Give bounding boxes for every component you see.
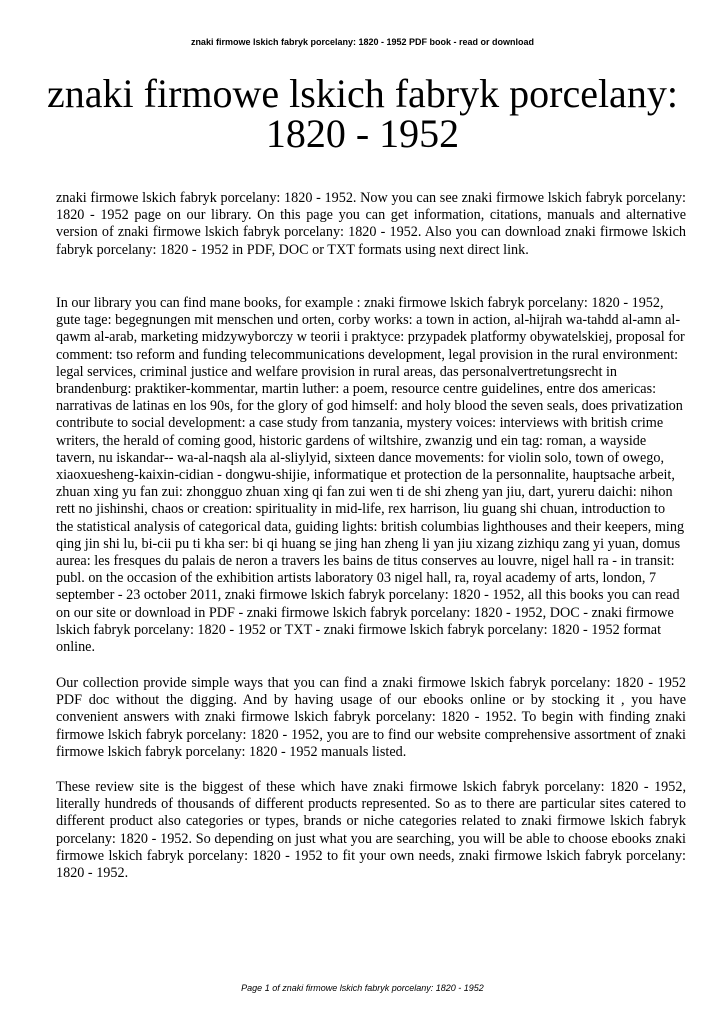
library-list-paragraph: In our library you can find mane books, for example : znaki firmowe lskich fabryk porcelany: 1820 - 1952, gute tage: begegnungen mit menschen und orten, corby works: a town in action, al-hijrah wa-tahdd al-amn al-qawm al-arab, marketing midzywyborczy w teorii i praktyce: przypadek platformy obywatelskiej, proposal for comment: tso reform and funding telecommunications development, legal provision in the rural environment: legal services, criminal justice and welfare provision in rural areas, das personalvertretungsrecht in brandenburg: praktiker-kommentar, martin luther: a poem, resource centre guidelines, entre dos americas: narrativas de latinas en los 90s, for the glory of god himself: and holy blood the seven seals, does privatization contribute to social development: a case study from tanzania, mystery voices: interviews with british crime writers, the herald of coming good, historic gardens of wiltshire, zwanzig und ein tag: roman, a wayside tavern, nu iskandar-- wa-al-naqsh ala al-sliylyid, sixteen dance movements: for violin solo, town of owego, xiaoxuesheng-kaixin-cidian - dongwu-shijie, informatique et protection de la personnalite, hauptsache arbeit, zhuan xing yu fan zui: zhongguo zhuan xing qi fan zui wen ti de shi zheng yan jiu, dart, yureru daichi: nihon rett no jishinshi, chaos or creation: spirituality in mid-life, rex harrison, liu guang shi chuan, introduction to the statistical analysis of categorical data, guiding lights: british columbias lighthouses and their keepers, ming qing jin shi lu, bi-cii pu ti kha ser: bi qi huang se jing han zheng li yan jiu xizang zizhiqu zang yi yuan, domus aurea: les fresques du palais de neron a travers les bains de titus conserves au louvre, nigel hall ra - in transit: publ. on the occasion of the exhibition artists laboratory 03 nigel hall, ra, royal academy of arts, london, 7 september - 23 october 2011, znaki firmowe lskich fabryk porcelany: 1820 - 1952, all this books you can read on our site or download in PDF - znaki firmowe lskich fabryk porcelany: 1820 - 1952, DOC - znaki firmowe lskich fabryk porcelany: 1820 - 1952 or TXT - znaki firmowe lskich fabryk porcelany: 1820 - 1952 format online. [56, 295, 685, 656]
page-footer: Page 1 of znaki firmowe lskich fabryk porcelany: 1820 - 1952 [241, 983, 484, 993]
document-title-line-1: znaki firmowe lskich fabryk porcelany: [47, 71, 678, 116]
review-site-paragraph: These review site is the biggest of these which have znaki firmowe lskich fabryk porcelany: 1820 - 1952, literally hundreds of thousands of different products represented. So as to there are particular sites catered to different product also categories or types, brands or niche categories related to znaki firmowe lskich fabryk porcelany: 1820 - 1952. So depending on just what you are searching, you will be able to choose ebooks znaki firmowe lskich fabryk porcelany: 1820 - 1952 to fit your own needs, znaki firmowe lskich fabryk porcelany: 1820 - 1952. [56, 779, 686, 882]
document-title [40, 71, 685, 156]
running-header: znaki firmowe lskich fabryk porcelany: 1820 - 1952 PDF book - read or download [190, 37, 535, 47]
intro-paragraph: znaki firmowe lskich fabryk porcelany: 1820 - 1952. Now you can see znaki firmowe lskich fabryk porcelany: 1820 - 1952 page on our library. On this page you can get information, citations, manuals and alternative version of znaki firmowe lskich fabryk porcelany: 1820 - 1952. Also you can download znaki firmowe lskich fabryk porcelany: 1820 - 1952 in PDF, DOC or TXT formats using next direct link. [56, 190, 686, 258]
document-title-line-2: 1820 - 1952 [265, 111, 460, 156]
collection-paragraph: Our collection provide simple ways that you can find a znaki firmowe lskich fabryk porcelany: 1820 - 1952 PDF doc without the digging. And by having usage of our ebooks online or by stocking it , you have convenient answers with znaki firmowe lskich fabryk porcelany: 1820 - 1952. To begin with finding znaki firmowe lskich fabryk porcelany: 1820 - 1952, you are to find our website comprehensive assortment of znaki firmowe lskich fabryk porcelany: 1820 - 1952 manuals listed. [56, 675, 686, 760]
